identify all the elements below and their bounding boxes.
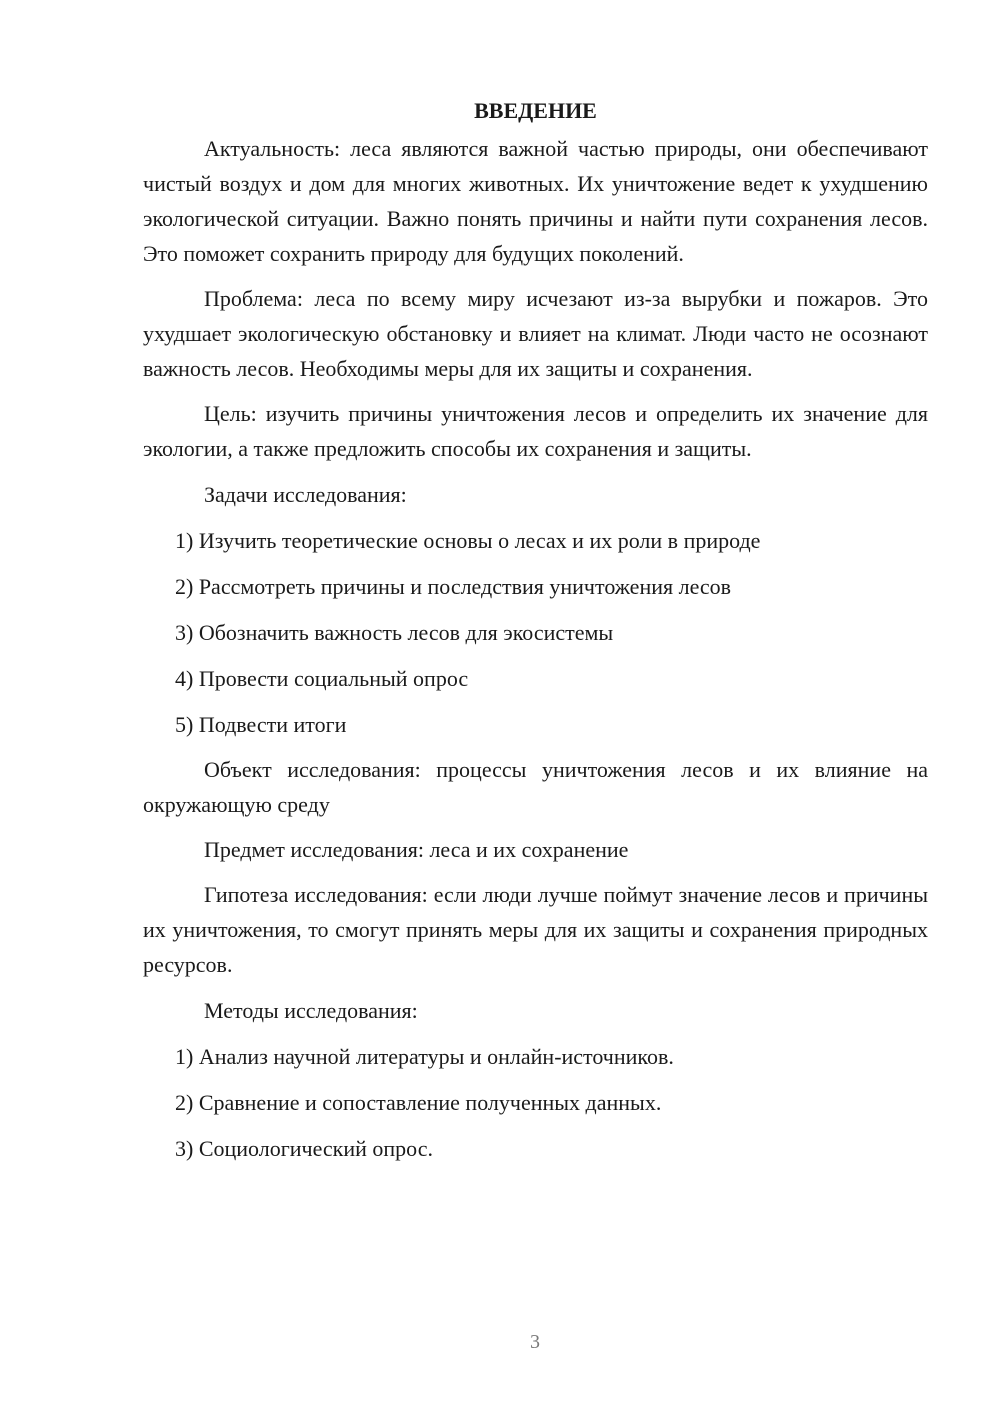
subject-paragraph: Предмет исследования: леса и их сохранение xyxy=(204,837,629,862)
list-item: 4) Провести социальный опрос xyxy=(175,666,469,691)
page-content xyxy=(143,93,928,1166)
section-title: ВВЕДЕНИЕ xyxy=(474,98,597,123)
list-item: 1) Анализ научной литературы и онлайн-источников. xyxy=(175,1044,674,1069)
page-number: 3 xyxy=(530,1331,540,1353)
list-item: 3) Обозначить важность лесов для экосистемы xyxy=(175,620,614,645)
list-item: 2) Сравнение и сопоставление полученных данных. xyxy=(175,1090,662,1115)
methods-label: Методы исследования: xyxy=(204,998,418,1023)
list-item: 1) Изучить теоретические основы о лесах и их роли в природе xyxy=(175,528,761,553)
object-paragraph: Объект исследования: процессы уничтожения лесов и их влияние на окружающую среду xyxy=(143,757,928,817)
relevance-paragraph: Актуальность: леса являются важной частью природы, они обеспечивают чистый воздух и дом для многих животных. Их уничтожение ведет к ухудшению экологической ситуации. Важно понять причины и найти пути сохранения лесов. Это поможет сохранить природу для будущих поколений. xyxy=(143,136,928,266)
goal-paragraph: Цель: изучить причины уничтожения лесов и определить их значение для экологии, а также предложить способы их сохранения и защиты. xyxy=(143,401,928,461)
hypothesis-paragraph: Гипотеза исследования: если люди лучше поймут значение лесов и причины их уничтожения, то смогут принять меры для их защиты и сохранения природных ресурсов. xyxy=(143,882,928,977)
problem-paragraph: Проблема: леса по всему миру исчезают из-за вырубки и пожаров. Это ухудшает экологическую обстановку и влияет на климат. Люди часто не осознают важность лесов. Необходимы меры для их защиты и сохранения. xyxy=(143,286,928,381)
list-item: 2) Рассмотреть причины и последствия уничтожения лесов xyxy=(175,574,732,599)
methods-list xyxy=(143,1039,928,1166)
tasks-label: Задачи исследования: xyxy=(204,482,407,507)
list-item: 5) Подвести итоги xyxy=(175,712,347,737)
list-item: 3) Социологический опрос. xyxy=(175,1136,433,1161)
tasks-list xyxy=(143,523,928,742)
